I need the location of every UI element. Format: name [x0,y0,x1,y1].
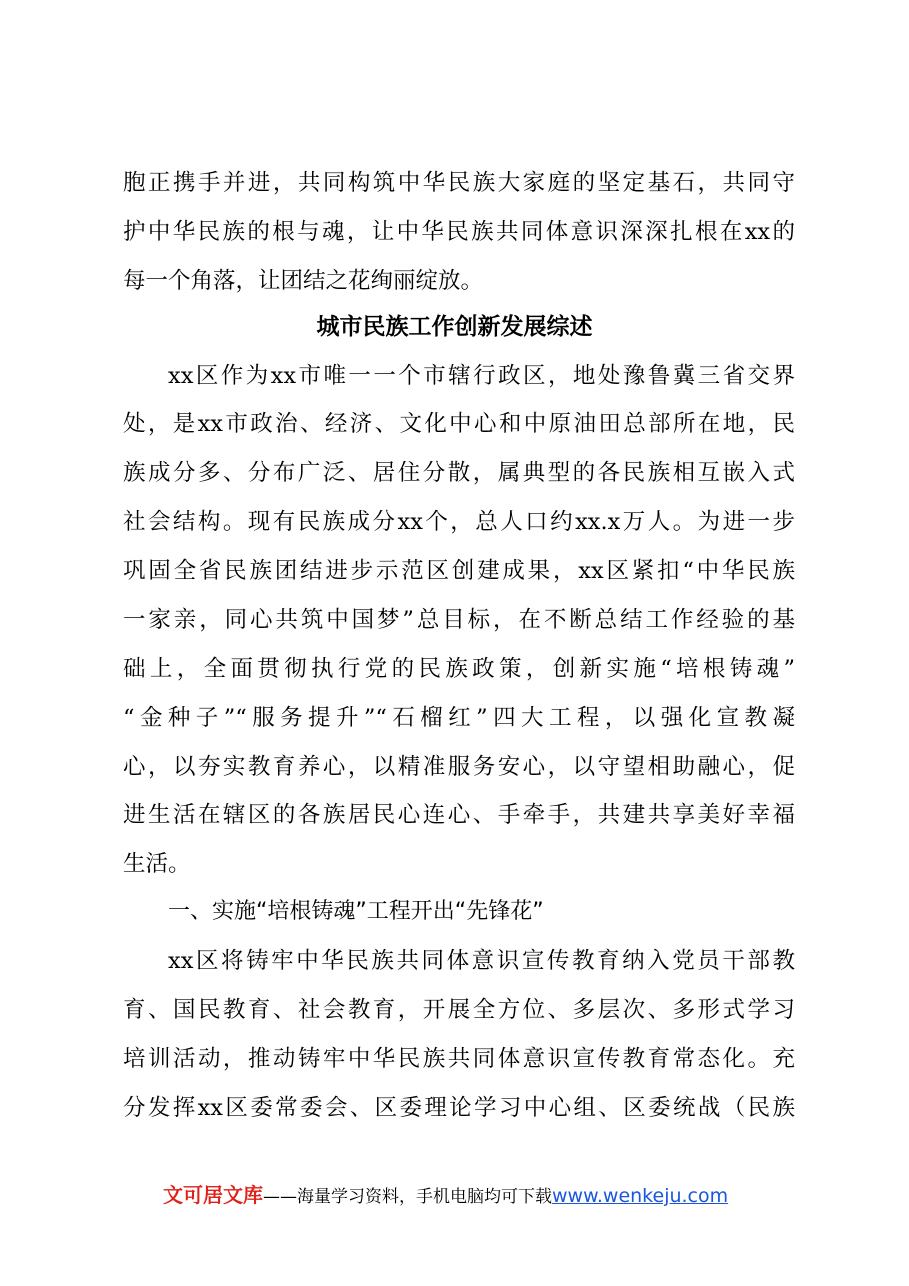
paragraph-1-line-9: 心，以夯实教育养心，以精准服务安心，以守望相助融心，促 [123,754,795,780]
paragraph-1-line-2: 处，是xx市政治、经济、文化中心和中原油田总部所在地，民 [123,411,795,437]
paragraph-1-line-8: “金种子”“服务提升”“石榴红”四大工程，以强化宣教凝 [123,705,795,731]
paragraph-1-line-1: xx区作为xx市唯一一个市辖行政区，地处豫鲁冀三省交界 [168,363,795,389]
intro-line-1: 胞正携手并进，共同构筑中华民族大家庭的坚定基石，共同守 [123,170,795,196]
paragraph-1-line-5: 巩固全省民族团结进步示范区创建成果，xx区紧扣“中华民族 [123,558,795,584]
paragraph-1-line-3: 族成分多、分布广泛、居住分散，属典型的各民族相互嵌入式 [123,460,795,486]
section-heading-1: 一、实施“培根铸魂”工程开出“先锋花” [168,899,544,924]
paragraph-2-line-3: 培训活动，推动铸牢中华民族共同体意识宣传教育常态化。充 [123,1046,795,1072]
paragraph-1-line-10: 进生活在辖区的各族居民心连心、手牵手，共建共享美好幸福 [123,802,795,828]
document-title: 城市民族工作创新发展综述 [316,313,593,340]
paragraph-1-line-6: 一家亲，同心共筑中国梦”总目标，在不断总结工作经验的基 [123,607,795,633]
paragraph-1-line-7: 础上，全面贯彻执行党的民族政策，创新实施“培根铸魂” [123,656,795,682]
footer-banner [163,1182,728,1210]
paragraph-2-line-2: 育、国民教育、社会教育，开展全方位、多层次、多形式学习 [123,997,795,1023]
footer-brand: 文可居文库 [163,1183,263,1207]
paragraph-1-line-4: 社会结构。现有民族成分xx个，总人口约xx.x万人。为进一步 [123,509,795,535]
intro-line-3: 每一个角落，让团结之花绚丽绽放。 [123,268,484,294]
footer-tagline: ——海量学习资料，手机电脑均可下载 [263,1187,552,1207]
paragraph-2-line-4: 分发挥xx区委常委会、区委理论学习中心组、区委统战（民族 [123,1095,795,1121]
paragraph-2-line-1: xx区将铸牢中华民族共同体意识宣传教育纳入党员干部教 [168,948,795,974]
intro-line-2: 护中华民族的根与魂，让中华民族共同体意识深深扎根在xx的 [123,219,795,245]
footer-website-link[interactable]: www.wenkeju.com [552,1185,729,1207]
paragraph-1-line-11: 生活。 [123,851,191,877]
